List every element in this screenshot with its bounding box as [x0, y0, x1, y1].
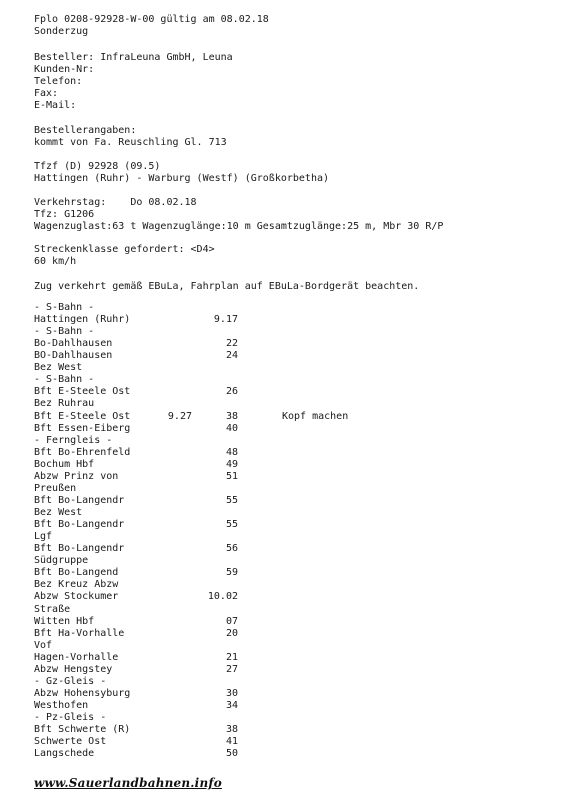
station-name: Westhofen — [34, 700, 89, 711]
station-name: - Gz-Gleis - — [34, 676, 107, 687]
schedule-row — [34, 748, 238, 760]
station-name: Bft E-Steele Ost — [34, 411, 131, 422]
station-name: - S-Bahn - — [34, 374, 95, 385]
train-load: Wagenzuglast:63 t Wagenzuglänge:10 m Gesamtzuglänge:25 m, Mbr 30 R/P — [34, 221, 444, 232]
schedule-row — [34, 362, 238, 374]
arrival-time: 34 — [225, 700, 238, 711]
email-label: E-Mail: — [34, 100, 77, 111]
arrival-time: 59 — [225, 567, 238, 578]
arrival-time: 55 — [225, 519, 238, 530]
schedule-row — [34, 302, 238, 314]
station-name: Langschede — [34, 748, 95, 759]
station-name: Witten Hbf — [34, 616, 95, 627]
station-name: - S-Bahn - — [34, 302, 95, 313]
schedule-row — [34, 604, 238, 616]
station-name: Abzw Prinz von — [34, 471, 119, 482]
station-name: Bochum Hbf — [34, 459, 95, 470]
station-name: Schwerte Ost — [34, 736, 107, 747]
orderer-info-title: Bestellerangaben: — [34, 125, 137, 136]
station-name: Bft Bo-Ehrenfeld — [34, 447, 131, 458]
row-remark: Kopf machen — [282, 411, 349, 422]
arrival-time: 24 — [225, 350, 238, 361]
document-title: Fplo 0208-92928-W-00 gültig am 08.02.18 — [34, 14, 269, 25]
schedule-row — [34, 386, 238, 398]
schedule-row — [34, 350, 238, 362]
station-name: Abzw Stockumer — [34, 591, 119, 602]
station-name: Bft Bo-Langendr — [34, 519, 125, 530]
arrival-time: 38 — [225, 724, 238, 735]
station-name: Straße — [34, 604, 71, 615]
arrival-time: 40 — [225, 423, 238, 434]
arrival-time: 50 — [225, 748, 238, 759]
station-name: Abzw Hengstey — [34, 664, 113, 675]
arrival-time: 38 — [225, 411, 238, 422]
traffic-day: Verkehrstag: Do 08.02.18 — [34, 197, 197, 208]
arrival-time: 27 — [225, 664, 238, 675]
station-name: Lgf — [34, 531, 53, 542]
station-name: Vof — [34, 640, 53, 651]
station-name: - Pz-Gleis - — [34, 712, 107, 723]
arrival-time: 56 — [225, 543, 238, 554]
arrival-time: 10.02 — [207, 591, 238, 602]
line-class: Streckenklasse gefordert: <D4> — [34, 244, 215, 255]
schedule-row — [34, 664, 238, 676]
station-name: Preußen — [34, 483, 77, 494]
station-name: Bft Bo-Langendr — [34, 543, 125, 554]
website-footer: www.Sauerlandbahnen.info — [34, 776, 222, 790]
schedule-row — [34, 459, 238, 471]
arrival-time: 49 — [225, 459, 238, 470]
train-number: Tfzf (D) 92928 (09.5) — [34, 161, 161, 172]
station-name: BO-Dahlhausen — [34, 350, 113, 361]
arrival-time: 07 — [225, 616, 238, 627]
schedule-row — [34, 411, 349, 423]
arrival-time: 21 — [225, 652, 238, 663]
ebula-notice: Zug verkehrt gemäß EBuLa, Fahrplan auf EBuLa-Bordgerät beachten. — [34, 281, 420, 292]
schedule-row — [34, 374, 238, 386]
departure-time: 9.27 — [167, 411, 192, 422]
station-name: Bez West — [34, 362, 83, 373]
schedule-row — [34, 579, 238, 591]
arrival-time: 9.17 — [213, 314, 238, 325]
customer-number-label: Kunden-Nr: — [34, 64, 95, 75]
schedule-row — [34, 700, 238, 712]
station-name: Hagen-Vorhalle — [34, 652, 119, 663]
schedule-row — [34, 652, 238, 664]
arrival-time: 55 — [225, 495, 238, 506]
schedule-row — [34, 338, 238, 350]
schedule-row — [34, 676, 238, 688]
schedule-row — [34, 398, 238, 410]
station-name: Bft E-Steele Ost — [34, 386, 131, 397]
schedule-row — [34, 447, 238, 459]
schedule-row — [34, 531, 238, 543]
arrival-time: 20 — [225, 628, 238, 639]
station-name: Bft Bo-Langend — [34, 567, 119, 578]
station-name: Bez West — [34, 507, 83, 518]
train-route: Hattingen (Ruhr) - Warburg (Westf) (Großkorbetha) — [34, 173, 330, 184]
schedule-row — [34, 507, 238, 519]
locomotive: Tfz: G1206 — [34, 209, 95, 220]
schedule-row — [34, 736, 238, 748]
train-type: Sonderzug — [34, 26, 89, 37]
schedule-row — [34, 435, 238, 447]
fax-label: Fax: — [34, 88, 59, 99]
schedule-row — [34, 712, 238, 724]
orderer-info-text: kommt von Fa. Reuschling Gl. 713 — [34, 137, 227, 148]
arrival-time: 41 — [225, 736, 238, 747]
orderer-line: Besteller: InfraLeuna GmbH, Leuna — [34, 52, 233, 63]
schedule-row — [34, 483, 238, 495]
schedule-row — [34, 688, 238, 700]
schedule-row — [34, 628, 238, 640]
schedule-row — [34, 724, 238, 736]
schedule-row — [34, 519, 238, 531]
schedule-row — [34, 495, 238, 507]
phone-label: Telefon: — [34, 76, 83, 87]
schedule-row — [34, 543, 238, 555]
speed-limit: 60 km/h — [34, 256, 77, 267]
arrival-time: 22 — [225, 338, 238, 349]
schedule-row — [34, 616, 238, 628]
schedule-row — [34, 423, 238, 435]
station-name: Bez Ruhrau — [34, 398, 95, 409]
arrival-time: 26 — [225, 386, 238, 397]
station-name: Bft Schwerte (R) — [34, 724, 131, 735]
schedule-row — [34, 471, 238, 483]
schedule-row — [34, 326, 238, 338]
arrival-time: 51 — [225, 471, 238, 482]
station-name: Südgruppe — [34, 555, 89, 566]
arrival-time: 48 — [225, 447, 238, 458]
station-name: Bo-Dahlhausen — [34, 338, 113, 349]
station-name: Bft Ha-Vorhalle — [34, 628, 125, 639]
station-name: Bft Bo-Langendr — [34, 495, 125, 506]
station-name: Bez Kreuz Abzw — [34, 579, 119, 590]
station-name: Hattingen (Ruhr) — [34, 314, 131, 325]
schedule-row — [34, 555, 238, 567]
station-name: Bft Essen-Eiberg — [34, 423, 131, 434]
schedule-row — [34, 640, 238, 652]
arrival-time: 30 — [225, 688, 238, 699]
schedule-row — [34, 314, 238, 326]
station-name: - Ferngleis - — [34, 435, 113, 446]
station-name: - S-Bahn - — [34, 326, 95, 337]
schedule-row — [34, 591, 238, 603]
station-name: Abzw Hohensyburg — [34, 688, 131, 699]
schedule-row — [34, 567, 238, 579]
